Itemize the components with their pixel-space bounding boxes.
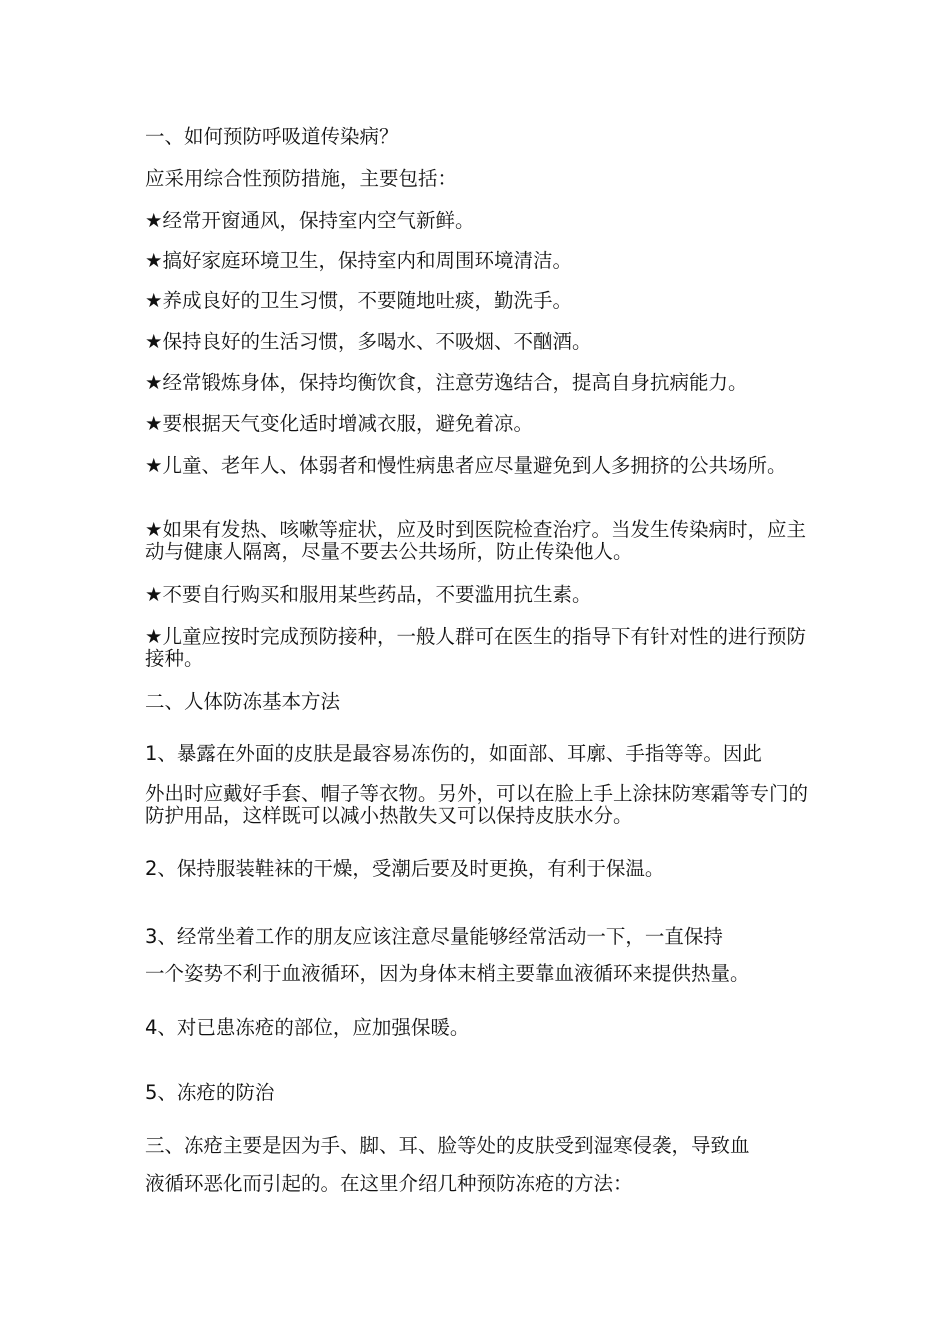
bullet-item: ★经常开窗通风，保持室内空气新鲜。 bbox=[145, 209, 475, 232]
bullet-item: ★养成良好的卫生习惯，不要随地吐痰，勤洗手。 bbox=[145, 289, 572, 312]
bullet-item: ★不要自行购买和服用某些药品，不要滥用抗生素。 bbox=[145, 583, 592, 606]
method-item-3-line-1: 3、经常坐着工作的朋友应该注意尽量能够经常活动一下，一直保持 bbox=[145, 925, 723, 948]
method-item-2: 2、保持服装鞋袜的干燥，受潮后要及时更换，有利于保温。 bbox=[145, 857, 665, 880]
section3-line-1: 三、冻疮主要是因为手、脚、耳、脸等处的皮肤受到湿寒侵袭，导致血 bbox=[145, 1134, 750, 1157]
method-item-1-line-2: 外出时应戴好手套、帽子等衣物。另外，可以在脸上手上涂抹防寒霜等专门的防护用品，这样既可以减小热散失又可以保持皮肤水分。 bbox=[145, 782, 809, 827]
section3-line-2: 液循环恶化而引起的。在这里介绍几种预防冻疮的方法： bbox=[145, 1172, 633, 1195]
bullet-item: ★要根据天气变化适时增减衣服，避免着凉。 bbox=[145, 412, 533, 435]
method-item-5: 5、冻疮的防治 bbox=[145, 1081, 275, 1104]
bullet-item: ★儿童、老年人、体弱者和慢性病患者应尽量避免到人多拥挤的公共场所。 bbox=[145, 454, 787, 477]
method-item-1-line-1: 1、暴露在外面的皮肤是最容易冻伤的，如面部、耳廓、手指等等。因此 bbox=[145, 742, 762, 765]
bullet-item: ★保持良好的生活习惯，多喝水、不吸烟、不酗酒。 bbox=[145, 330, 592, 353]
bullet-item: ★儿童应按时完成预防接种，一般人群可在医生的指导下有针对性的进行预防接种。 bbox=[145, 625, 806, 670]
bullet-item: ★搞好家庭环境卫生，保持室内和周围环境清洁。 bbox=[145, 249, 572, 272]
bullet-item: ★如果有发热、咳嗽等症状，应及时到医院检查治疗。当发生传染病时，应主动与健康人隔离，尽量不要去公共场所，防止传染他人。 bbox=[145, 518, 806, 563]
section2-heading: 二、人体防冻基本方法 bbox=[145, 690, 341, 713]
method-item-3-line-2: 一个姿势不利于血液循环，因为身体末梢主要靠血液循环来提供热量。 bbox=[145, 962, 750, 985]
method-item-4: 4、对已患冻疮的部位，应加强保暖。 bbox=[145, 1016, 470, 1039]
bullet-item: ★经常锻炼身体，保持均衡饮食，注意劳逸结合，提高自身抗病能力。 bbox=[145, 371, 748, 394]
section1-heading: 一、如何预防呼吸道传染病？ bbox=[145, 125, 399, 148]
section1-intro: 应采用综合性预防措施，主要包括： bbox=[145, 167, 458, 190]
